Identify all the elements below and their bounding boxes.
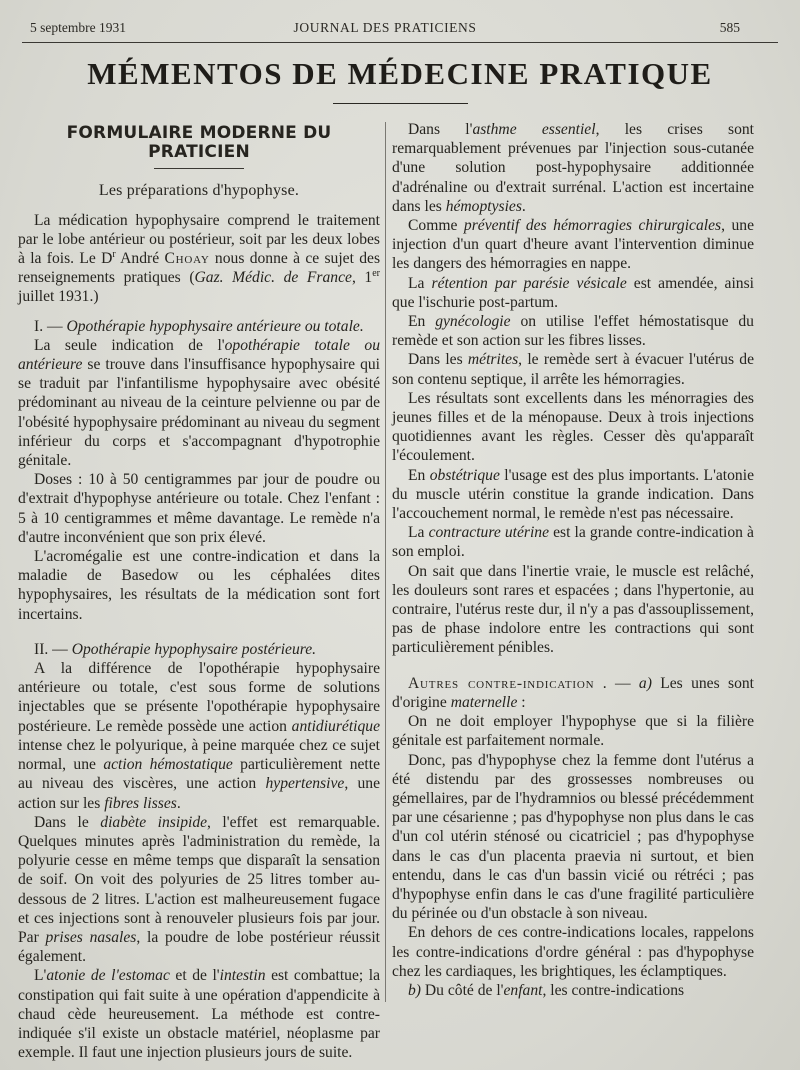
paragraph: La rétention par parésie vésicale est amendée, ainsi que l'ischurie post-partum. <box>392 274 754 311</box>
paragraph: L'atonie de l'estomac et de l'intestin est combattue; la constipation qui fait suite à une opération d'appendicite à chaud cède heureusement. La méthode est contre-indiquée s'il existe un obstacle matériel, néoplasme par exemple. Il faut une injection plusieurs jours de suite. <box>18 967 380 1062</box>
paragraph: On sait que dans l'inertie vraie, le muscle est relâché, les douleurs sont rares et espacées ; dans l'hypertonie, au contraire, l'utérus reste dur, il n'y a pas d'assouplissement, pas de phase indolore entre les contractions qui sont particulièrement pénibles. <box>392 562 754 657</box>
paragraph: Dans les métrites, le remède sert à évacuer l'utérus de son contenu septique, il arrête les hémorragies. <box>392 351 754 388</box>
paragraph: En obstétrique l'usage est des plus importants. L'atonie du muscle utérin constitue la grande indication. Dans l'accouchement normal, le remède n'est pas nécessaire. <box>392 466 754 523</box>
paragraph: Les résultats sont excellents dans les ménorragies des jeunes filles et de la ménopause. Deux à trois injections quotidiennes avant les règles. Cesser dès qu'apparaît l'écoulement. <box>392 389 754 465</box>
heading-anterior: I. — Opothérapie hypophysaire antérieure ou totale. <box>34 317 364 335</box>
paragraph: La contracture utérine est la grande contre-indication à son emploi. <box>392 524 754 561</box>
paragraph: Dans le diabète insipide, l'effet est remarquable. Quelques minutes après l'administration du remède, la polyurie cesse en même temps que disparaît la sensation de soif. On voit des polyuries de 25 litres tomber au-dessous de 2 litres. L'action est malheureusement fugace et ces injections sont à renouveler plusieurs fois par jour. Par prises nasales, la poudre de lobe postérieur réussit également. <box>18 813 381 966</box>
title-rule <box>333 103 468 104</box>
heading-posterior: II. — Opothérapie hypophysaire postérieure. <box>34 640 317 658</box>
intro-paragraph: La médication hypophysaire comprend le traitement par le lobe antérieur ou postérieur, soit par les deux lobes à la fois. Le $D^r$ André Choay nous donne à ce sujet des renseignements pratiques (Gaz. Médic. de France, 1er juillet 1931.) <box>18 211 381 306</box>
paragraph: Donc, pas d'hypophyse chez la femme dont l'utérus a été distendu par des grossesses nombreuses ou gémellaires, par de l'hydramnios ou blessé précédemment par une césarienne ; pas d'hypophyse non plus dans le cas d'un col utérin sténosé ou cicatriciel ; pas d'hypophyse dans le cas d'un placenta praevia ni surtout, et bien entendu, dans le cas d'un bassin vicié ou rétréci ; pas d'hypophyse enfin dans le cas d'une fragilité particulière du périnée ou d'un obstacle à son niveau. <box>392 751 754 923</box>
journal-name: JOURNAL DES PRATICIENS <box>293 20 477 35</box>
paragraph: Comme préventif des hémorragies chirurgicales, une injection d'un quart d'heure avant l'intervention diminue les dangers des hémorragies en nappe. <box>392 217 755 273</box>
paragraph: En gynécologie on utilise l'effet hémostatisque du remède et son action sur les fibres lisses. <box>392 313 754 350</box>
paragraph: A la différence de l'opothérapie hypophysaire antérieure ou totale, c'est sous forme de solutions injectables que se présente l'opothérapie hypophysaire postérieure. Le remède possède une action antidiurétique intense chez le polyurique, à peine marquée chez ce sujet normal, une action hémostatique particulièrement nette au niveau des viscères, une action hypertensive, une action sur les fibres lisses. <box>18 660 381 812</box>
paragraph: En dehors de ces contre-indications locales, rappelons les contre-indications d'ordre général : pas d'hypophyse chez les cardiaques, les brightiques, les éclamptiques. <box>392 924 754 980</box>
right-column <box>392 120 754 1000</box>
column-divider <box>385 122 386 1002</box>
running-header <box>30 20 740 38</box>
issue-date: 5 septembre 1931 <box>30 20 126 35</box>
paragraph: b) Du côté de l'enfant, les contre-indications <box>408 981 685 999</box>
article-subtitle: Les préparations d'hypophyse. <box>98 182 300 200</box>
paragraph: Dans l'asthme essentiel, les crises sont remarquablement prévenues par l'injection sous-cutanée d'une solution post-hypophysaire additionnée d'adrénaline ou d'extrait surrénal. L'action est incertaine dans les hémoptysies. <box>392 121 754 215</box>
section-rule <box>154 168 244 169</box>
header-rule <box>22 42 778 43</box>
paragraph: Doses : 10 à 50 centigrammes par jour de poudre ou d'extrait d'hypophyse antérieure ou totale. Chez l'enfant : 5 à 10 centigrammes et même davantage. Le remède n'a d'autre inconvénient que son prix élevé. <box>18 471 380 546</box>
page-number: 585 <box>719 20 740 35</box>
section-title: FORMULAIRE MODERNE DU PRATICIEN <box>66 123 332 163</box>
page-title: MÉMENTOS DE MÉDECINE PRATIQUE <box>87 56 713 91</box>
paragraph: L'acromégalie est une contre-indication et dans la maladie de Basedow ou les céphalées dites hypophysaires, les résultats de la médication sont fort incertains. <box>18 548 380 623</box>
left-column <box>18 120 380 1062</box>
contraindications-heading: Autres contre-indication . — a) Les unes sont d'origine maternelle : <box>392 674 754 711</box>
paragraph: La seule indication de l'opothérapie totale ou antérieure se trouve dans l'insuffisance hypophysaire qui se traduit par l'infantilisme hypophysaire avec obésité prédominant au niveau de la ceinture pelvienne ou par de l'obésité hypophysaire prédominant au niveau du segment inférieur du corps et s'accompagnant d'hypotrophie génitale. <box>18 336 380 470</box>
paragraph: On ne doit employer l'hypophyse que si la filière génitale est parfaitement normale. <box>392 713 754 750</box>
